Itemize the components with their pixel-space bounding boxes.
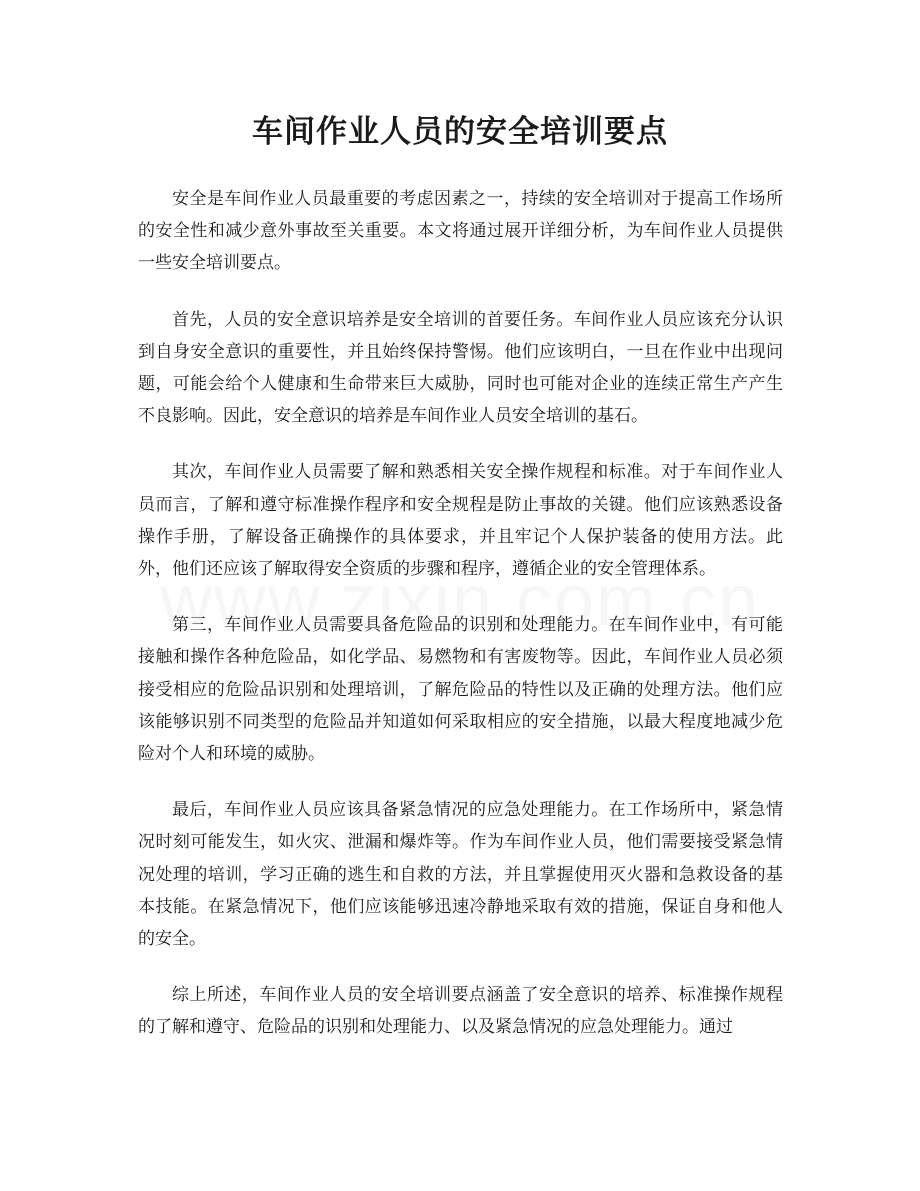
document-body	[138, 183, 783, 1068]
paragraph-emergency-response: 最后，车间作业人员应该具备紧急情况的应急处理能力。在工作场所中，紧急情况时刻可能发生，如火灾、泄漏和爆炸等。作为车间作业人员，他们需要接受紧急情况处理的培训，学习正确的逃生和自救的方法，并且掌握使用灭火器和急救设备的基本技能。在紧急情况下，他们应该能够迅速冷静地采取有效的措施，保证自身和他人的安全。	[138, 800, 783, 950]
paragraph-operating-procedures: 其次，车间作业人员需要了解和熟悉相关安全操作规程和标准。对于车间作业人员而言，了解和遵守标准操作程序和安全规程是防止事故的关键。他们应该熟悉设备操作手册，了解设备正确操作的具体要求，并且牢记个人保护装备的使用方法。此外，他们还应该了解取得安全资质的步骤和程序，遵循企业的安全管理体系。	[138, 462, 783, 580]
paragraph-hazardous-materials: 第三，车间作业人员需要具备危险品的识别和处理能力。在车间作业中，有可能接触和操作各种危险品，如化学品、易燃物和有害废物等。因此，车间作业人员必须接受相应的危险品识别和处理培训，了解危险品的特性以及正确的处理方法。他们应该能够识别不同类型的危险品并知道如何采取相应的安全措施，以最大程度地减少危险对个人和环境的威胁。	[138, 615, 783, 765]
paragraph-intro: 安全是车间作业人员最重要的考虑因素之一，持续的安全培训对于提高工作场所的安全性和减少意外事故至关重要。本文将通过展开详细分析，为车间作业人员提供一些安全培训要点。	[138, 189, 783, 274]
document-title: 车间作业人员的安全培训要点	[252, 114, 668, 150]
paragraph-safety-awareness: 首先，人员的安全意识培养是安全培训的首要任务。车间作业人员应该充分认识到自身安全意识的重要性，并且始终保持警惕。他们应该明白，一旦在作业中出现问题，可能会给个人健康和生命带来巨大威胁，同时也可能对企业的连续正常生产产生不良影响。因此，安全意识的培养是车间作业人员安全培训的基石。	[138, 309, 783, 427]
paragraph-summary: 综上所述，车间作业人员的安全培训要点涵盖了安全意识的培养、标准操作规程的了解和遵守、危险品的识别和处理能力、以及紧急情况的应急处理能力。通过	[138, 985, 783, 1038]
